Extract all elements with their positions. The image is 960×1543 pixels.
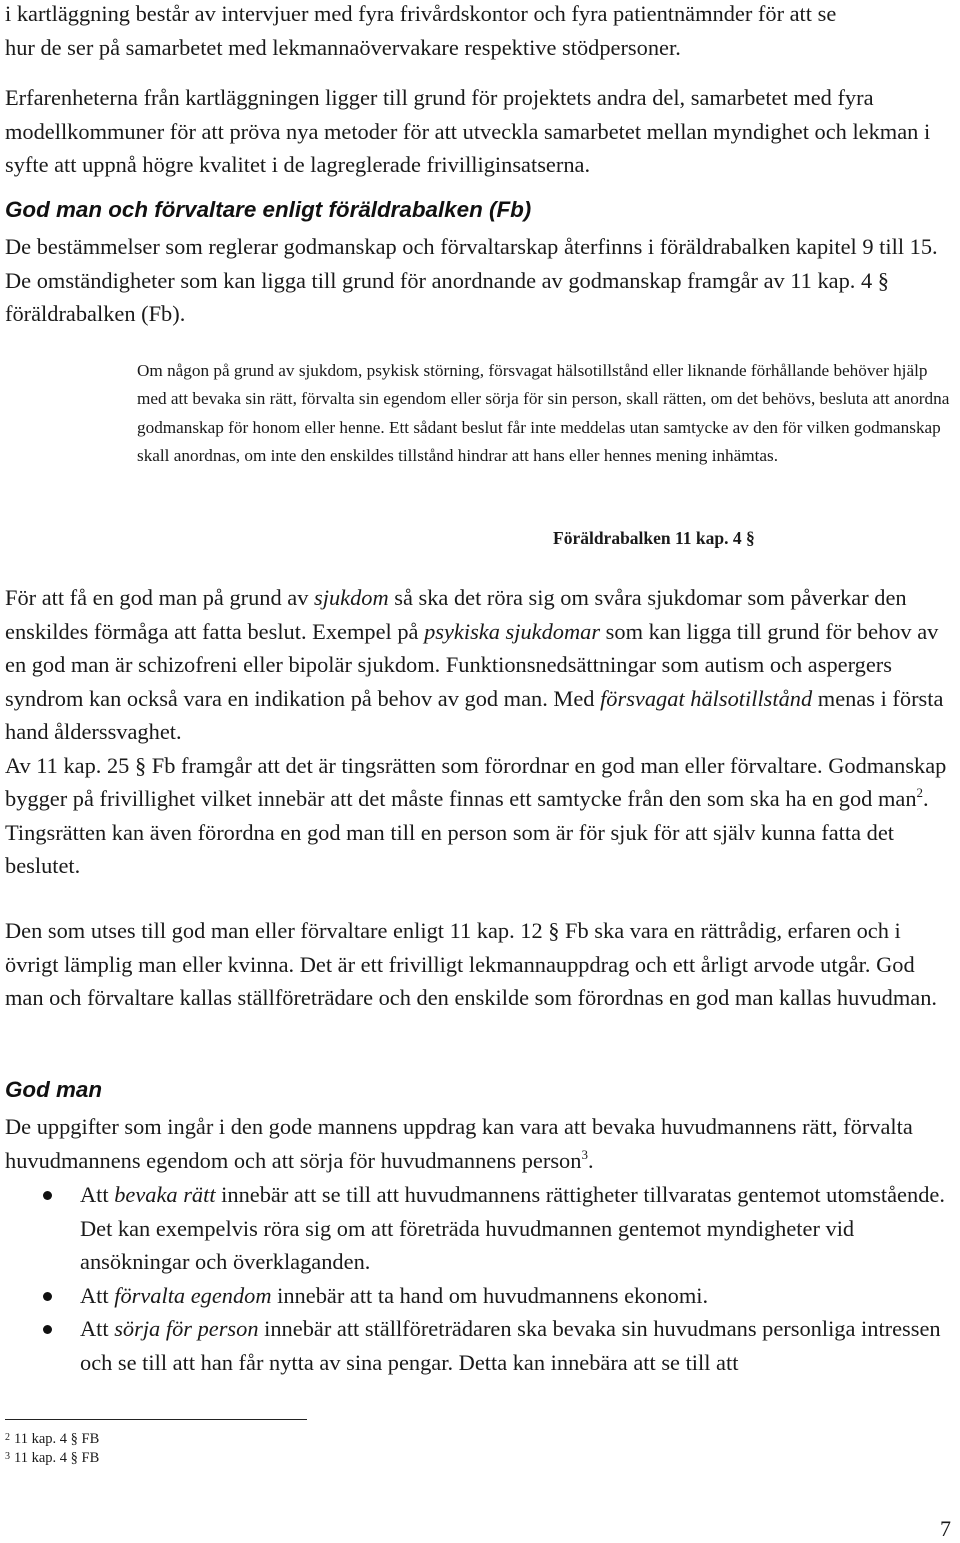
text-run: innebär att se till att huvudmannens rättigheter tillvaratas gentemot utomstående. Det kan exempelvis röra sig om att företräda huvudmannen gentemot myndigheter vid ansökningar och överklaganden. [80,1182,945,1274]
footnote-text: 11 kap. 4 § FB [14,1450,100,1466]
footnote-number: 2 [5,1432,10,1443]
text-run: Av 11 kap. 25 § Fb framgår att det är tingsrätten som förordnar en god man eller förvaltare. Godmanskap bygger på frivillighet vilket innebär att det måste finnas ett samtycke från den som ska ha en god man [5,752,947,811]
list-item [5,1312,955,1379]
emphasis-term: förvalta egendom [114,1282,272,1308]
page-number: 7 [940,1516,951,1541]
text-run: . Tingsrätten kan även förordna en god man till en person som är för sjuk för att själv kunna fatta det beslutet. [5,786,929,878]
fb-intro-paragraph: De bestämmelser som reglerar godmanskap och förvaltarskap återfinns i föräldrabalken kapitel 9 till 15. De omständigheter som kan ligga till grund för anordnande av godmanskap framgår av 11 kap. 4 § föräldrabalken (Fb). [5,234,938,326]
footnote-2 [5,1430,99,1449]
bullet-icon [43,1191,52,1200]
text-run: Att [80,1182,115,1207]
sjukdom-paragraph-2 [5,749,950,883]
text-run: Att [80,1316,115,1341]
emphasis-term: sörja för person [114,1316,259,1341]
list-item [5,1279,955,1313]
text-run: menas i första hand ålderssvaghet. [5,685,944,744]
bullet-icon [43,1292,52,1301]
text-run: . [587,1147,594,1173]
god-man-intro [5,1110,950,1177]
emphasis-psykiska-sjukdomar: psykiska sjukdomar [424,618,601,644]
law-quote: Om någon på grund av sjukdom, psykisk störning, försvagat hälsotillstånd eller liknande förhållande behöver hjälp med att bevaka sin rätt, förvalta sin egendom eller sörja för sin person, skall rätten, om det behövs, besluta att anordna godmanskap för honom eller henne. Ett sådant beslut får inte meddelas utan samtycke av den för vilken godmanskap skall anordnas, om inte den enskildes tillstånd hindrar att hans eller hennes mening inhämtas. [137,361,950,465]
quote-source: Föräldrabalken 11 kap. 4 § [553,528,755,548]
utses-paragraph: Den som utses till god man eller förvaltare enligt 11 kap. 12 § Fb ska vara en rättrådig, erfaren och i övrigt lämplig man eller kvinna. Det är ett frivilligt lekmannauppdrag och ett årligt arvode utgår. God man och förvaltare kallas ställföreträdare och den enskilde som förordnas en god man kallas huvudman. [5,918,938,1010]
text-run: De uppgifter som ingår i den gode mannens uppdrag kan vara att bevaka huvudmannens rätt, förvalta huvudmannens egendom och att sörja för huvudmannens person [5,1114,913,1173]
text-run: innebär att ta hand om huvudmannens ekonomi. [271,1282,709,1308]
text-run: För att få en god man på grund av [5,585,315,610]
list-item [5,1178,955,1279]
section-heading-god-man: God man [5,1077,103,1102]
footnotes [5,1430,99,1468]
text-run: Att [80,1282,115,1308]
sjukdom-paragraph [5,581,950,883]
intro-line-1: i kartläggning består av intervjuer med fyra frivårdskontor och fyra patientnämnder för att se [5,1,837,26]
emphasis-sjukdom: sjukdom [314,585,389,610]
sjukdom-paragraph-1 [5,581,950,749]
section-heading-fb: God man och förvaltare enligt föräldrabalken (Fb) [5,197,532,222]
text-run: som kan ligga till grund för behov av en god man är schizofreni eller bipolär sjukdom. Funktionsnedsättningar som autism och aspergers syndrom kan också vara en indikation på behov av god man. Med [5,618,939,711]
duties-list [5,1178,955,1379]
intro-paragraph [5,0,950,64]
bullet-icon [43,1325,52,1334]
footnote-ref-2: 2 [916,785,924,800]
footnote-ref-3: 3 [581,1146,588,1162]
intro-line-2: hur de ser på samarbetet med lekmannaövervakare respektive stödpersoner. [5,34,681,60]
text-run: innebär att ställföreträdaren ska bevaka sin huvudmans personliga intressen och se till att han får nytta av sina pengar. Detta kan innebära att se till att [80,1316,941,1375]
emphasis-forsvagat: försvagat hälsotillstånd [600,685,813,711]
footnote-separator [5,1419,307,1420]
footnote-number: 3 [5,1451,10,1462]
text-run: så ska det röra sig om svåra sjukdomar som påverkar den enskildes förmåga att fatta beslut. Exempel på [5,585,907,644]
footnote-3 [5,1449,99,1468]
project-paragraph: Erfarenheterna från kartläggningen ligger till grund för projektets andra del, samarbetet med fyra modellkommuner för att pröva nya metoder för att utveckla samarbetet mellan myndighet och lekman i syfte att uppnå högre kvalitet i de lagreglerade frivilliginsatserna. [5,85,931,177]
emphasis-term: bevaka rätt [114,1182,216,1207]
footnote-text: 11 kap. 4 § FB [14,1431,100,1447]
